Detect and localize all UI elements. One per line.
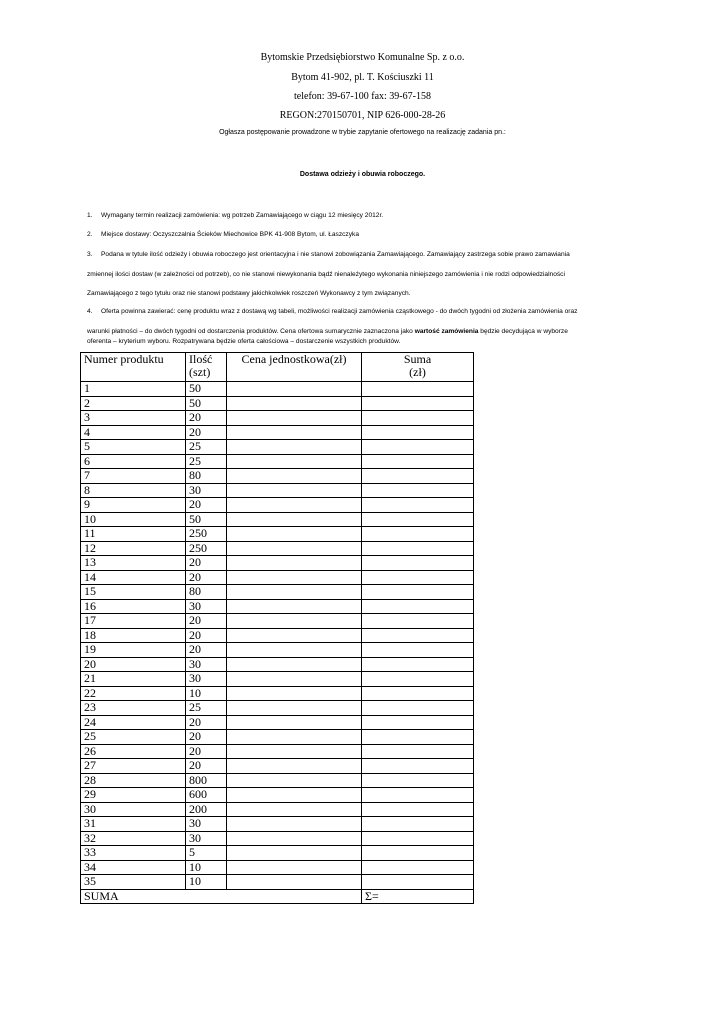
table-row	[81, 599, 474, 614]
point-2-number: 2.	[87, 231, 93, 238]
table-row	[81, 715, 474, 730]
unit-price-cell[interactable]	[227, 527, 362, 542]
unit-price-cell[interactable]	[227, 686, 362, 701]
table-row	[81, 614, 474, 629]
product-number-cell: 19	[81, 643, 186, 658]
table-row	[81, 773, 474, 788]
column-header-quantity-line-2: (szt)	[189, 365, 211, 379]
sum-cell[interactable]	[362, 744, 474, 759]
table-row	[81, 846, 474, 861]
table-row	[81, 657, 474, 672]
table-row	[81, 483, 474, 498]
notice-text: Ogłasza postępowanie prowadzone w trybie zapytanie ofertowego na realizację zadania pn.:	[219, 129, 506, 136]
table-row	[81, 454, 474, 469]
sum-cell[interactable]	[362, 469, 474, 484]
table-row	[81, 643, 474, 658]
unit-price-cell[interactable]	[227, 425, 362, 440]
sum-value: Σ=	[362, 889, 474, 904]
product-number-cell: 2	[81, 396, 186, 411]
point-4-line-3: oferenta – kryterium wyboru. Rozpatrywana będzie oferta całościowa – dostarczenie wszystkich produktów.	[87, 338, 401, 345]
company-address: Bytom 41-902, pl. T. Kościuszki 11	[291, 72, 434, 83]
column-header-quantity	[186, 353, 227, 382]
table-row	[81, 831, 474, 846]
point-4-line-2-start: warunki płatności – do dwóch tygodni od dostarczenia produktów. Cena ofertowa sumarycznie zaznaczona jako	[87, 327, 415, 335]
unit-price-cell[interactable]	[227, 440, 362, 455]
table-row	[81, 628, 474, 643]
table-row	[81, 701, 474, 716]
column-header-sum-line-1: Suma	[403, 352, 432, 366]
sum-cell[interactable]	[362, 846, 474, 861]
quantity-cell: 25	[186, 701, 227, 716]
product-number-cell: 10	[81, 512, 186, 527]
sum-cell[interactable]	[362, 512, 474, 527]
point-3-line-3: Zamawiającego z tego tytułu oraz nie stanowi podstawy jakichkolwiek roszczeń Wykonawcy z tym związanych.	[87, 290, 411, 297]
sum-cell[interactable]	[362, 440, 474, 455]
quantity-cell: 10	[186, 686, 227, 701]
point-1-number: 1.	[87, 212, 93, 219]
unit-price-cell[interactable]	[227, 846, 362, 861]
sum-cell[interactable]	[362, 570, 474, 585]
table-row	[81, 788, 474, 803]
sum-cell[interactable]	[362, 396, 474, 411]
point-2-text: Miejsce dostawy: Oczyszczalnia Ścieków Miechowice BPK 41-908 Bytom, ul. Łaszczyka	[101, 231, 359, 238]
product-number-cell: 20	[81, 657, 186, 672]
quantity-cell: 20	[186, 730, 227, 745]
unit-price-cell[interactable]	[227, 672, 362, 687]
unit-price-cell[interactable]	[227, 759, 362, 774]
product-number-cell: 17	[81, 614, 186, 629]
table-row	[81, 744, 474, 759]
table-row	[81, 730, 474, 745]
sum-cell[interactable]	[362, 411, 474, 426]
product-number-cell: 7	[81, 469, 186, 484]
unit-price-cell[interactable]	[227, 817, 362, 832]
quantity-cell: 20	[186, 628, 227, 643]
sum-cell[interactable]	[362, 831, 474, 846]
quantity-cell: 250	[186, 541, 227, 556]
unit-price-cell[interactable]	[227, 498, 362, 513]
product-number-cell: 11	[81, 527, 186, 542]
quantity-cell: 20	[186, 425, 227, 440]
point-3-line-2: zmiennej ilości dostaw (w zależności od potrzeb), co nie stanowi niewykonania bądź nienależytego wykonania niniejszego zamówienia i nie rodzi odpowiedzialności	[87, 270, 565, 278]
sum-cell[interactable]	[362, 382, 474, 397]
table-row	[81, 382, 474, 397]
product-number-cell: 33	[81, 846, 186, 861]
sum-cell[interactable]	[362, 788, 474, 803]
sum-label: SUMA	[81, 889, 362, 904]
product-number-cell: 15	[81, 585, 186, 600]
sum-cell[interactable]	[362, 483, 474, 498]
quantity-cell: 30	[186, 483, 227, 498]
unit-price-cell[interactable]	[227, 614, 362, 629]
point-4-line-1: Oferta powinna zawierać: cenę produktu wraz z dostawą wg tabeli, możliwości realizacji zamówienia cząstkowego - do dwóch tygodni od złożenia zamówienia oraz	[101, 308, 578, 315]
company-regon: REGON:270150701, NIP 626-000-28-26	[279, 110, 446, 121]
product-number-cell: 22	[81, 686, 186, 701]
table-row	[81, 556, 474, 571]
sum-cell[interactable]	[362, 759, 474, 774]
point-1-text: Wymagany termin realizacji zamówienia: wg potrzeb Zamawiającego w ciągu 12 miesięcy 2012r.	[101, 212, 384, 219]
unit-price-cell[interactable]	[227, 512, 362, 527]
quantity-cell: 50	[186, 512, 227, 527]
company-name: Bytomskie Przedsiębiorstwo Komunalne Sp. z o.o.	[260, 52, 465, 63]
quantity-cell: 20	[186, 556, 227, 571]
unit-price-cell[interactable]	[227, 744, 362, 759]
table-row	[81, 541, 474, 556]
unit-price-cell[interactable]	[227, 788, 362, 803]
sum-cell[interactable]	[362, 672, 474, 687]
sum-cell[interactable]	[362, 643, 474, 658]
sum-cell[interactable]	[362, 527, 474, 542]
table-row	[81, 817, 474, 832]
unit-price-cell[interactable]	[227, 628, 362, 643]
table-row	[81, 527, 474, 542]
sum-cell[interactable]	[362, 817, 474, 832]
quantity-cell: 20	[186, 570, 227, 585]
column-header-unit-price: Cena jednostkowa(zł)	[227, 353, 362, 382]
point-3-line-1: Podana w tytule ilość odzieży i obuwia roboczego jest orientacyjna i nie stanowi zobowiązania Zamawiającego. Zamawiający zastrzega sobie prawo zamawiania	[101, 251, 570, 258]
sum-cell[interactable]	[362, 585, 474, 600]
column-header-sum-line-2: (zł)	[409, 365, 426, 379]
table-row	[81, 570, 474, 585]
product-number-cell: 4	[81, 425, 186, 440]
product-number-cell: 9	[81, 498, 186, 513]
table-row	[81, 686, 474, 701]
column-header-product: Numer produktu	[81, 353, 186, 382]
quantity-cell: 25	[186, 454, 227, 469]
product-number-cell: 31	[81, 817, 186, 832]
product-number-cell: 16	[81, 599, 186, 614]
unit-price-cell[interactable]	[227, 556, 362, 571]
sum-cell[interactable]	[362, 657, 474, 672]
quantity-cell: 200	[186, 802, 227, 817]
subject-title: Dostawa odzieży i obuwia roboczego.	[299, 171, 426, 178]
table-row	[81, 802, 474, 817]
product-number-cell: 14	[81, 570, 186, 585]
quantity-cell: 800	[186, 773, 227, 788]
table-row	[81, 585, 474, 600]
table-row	[81, 411, 474, 426]
sum-cell[interactable]	[362, 498, 474, 513]
unit-price-cell[interactable]	[227, 454, 362, 469]
quantity-cell: 250	[186, 527, 227, 542]
product-number-cell: 23	[81, 701, 186, 716]
table-row	[81, 875, 474, 890]
unit-price-cell[interactable]	[227, 411, 362, 426]
unit-price-cell[interactable]	[227, 469, 362, 484]
quantity-cell: 20	[186, 643, 227, 658]
sum-cell[interactable]	[362, 875, 474, 890]
point-4-line-2-end: będzie decydująca w wyborze	[478, 327, 568, 335]
unit-price-cell[interactable]	[227, 773, 362, 788]
table-row	[81, 440, 474, 455]
product-number-cell: 25	[81, 730, 186, 745]
quantity-cell: 20	[186, 411, 227, 426]
unit-price-cell[interactable]	[227, 701, 362, 716]
quantity-cell: 80	[186, 469, 227, 484]
table-row	[81, 672, 474, 687]
sum-cell[interactable]	[362, 628, 474, 643]
table-header-row	[81, 353, 474, 382]
quantity-cell: 30	[186, 672, 227, 687]
point-4	[87, 302, 647, 341]
sum-cell[interactable]	[362, 686, 474, 701]
unit-price-cell[interactable]	[227, 657, 362, 672]
quantity-cell: 25	[186, 440, 227, 455]
product-number-cell: 5	[81, 440, 186, 455]
unit-price-cell[interactable]	[227, 860, 362, 875]
sum-cell[interactable]	[362, 715, 474, 730]
product-number-cell: 34	[81, 860, 186, 875]
unit-price-cell[interactable]	[227, 599, 362, 614]
product-number-cell: 29	[81, 788, 186, 803]
quantity-cell: 20	[186, 614, 227, 629]
unit-price-cell[interactable]	[227, 831, 362, 846]
point-4-number: 4.	[87, 308, 93, 315]
price-table	[80, 352, 474, 904]
sum-cell[interactable]	[362, 701, 474, 716]
quantity-cell: 30	[186, 817, 227, 832]
product-number-cell: 13	[81, 556, 186, 571]
table-row	[81, 425, 474, 440]
quantity-cell: 30	[186, 657, 227, 672]
sum-cell[interactable]	[362, 541, 474, 556]
sum-cell[interactable]	[362, 556, 474, 571]
sum-cell[interactable]	[362, 425, 474, 440]
quantity-cell: 20	[186, 759, 227, 774]
quantity-cell: 600	[186, 788, 227, 803]
product-number-cell: 18	[81, 628, 186, 643]
quantity-cell: 10	[186, 875, 227, 890]
quantity-cell: 10	[186, 860, 227, 875]
product-number-cell: 26	[81, 744, 186, 759]
quantity-cell: 20	[186, 744, 227, 759]
product-number-cell: 28	[81, 773, 186, 788]
sum-cell[interactable]	[362, 614, 474, 629]
unit-price-cell[interactable]	[227, 570, 362, 585]
product-number-cell: 32	[81, 831, 186, 846]
point-1	[87, 206, 647, 226]
unit-price-cell[interactable]	[227, 382, 362, 397]
quantity-cell: 5	[186, 846, 227, 861]
sum-cell[interactable]	[362, 773, 474, 788]
product-number-cell: 27	[81, 759, 186, 774]
quantity-cell: 30	[186, 599, 227, 614]
unit-price-cell[interactable]	[227, 483, 362, 498]
product-number-cell: 30	[81, 802, 186, 817]
point-2	[87, 225, 647, 245]
product-number-cell: 6	[81, 454, 186, 469]
table-row	[81, 759, 474, 774]
product-number-cell: 21	[81, 672, 186, 687]
point-3	[87, 245, 647, 304]
sum-cell[interactable]	[362, 454, 474, 469]
unit-price-cell[interactable]	[227, 730, 362, 745]
column-header-quantity-line-1: Ilość	[189, 352, 213, 366]
sum-cell[interactable]	[362, 730, 474, 745]
column-header-sum	[362, 353, 474, 382]
product-number-cell: 8	[81, 483, 186, 498]
table-row	[81, 469, 474, 484]
table-row	[81, 860, 474, 875]
table-row	[81, 498, 474, 513]
quantity-cell: 80	[186, 585, 227, 600]
unit-price-cell[interactable]	[227, 875, 362, 890]
quantity-cell: 50	[186, 382, 227, 397]
unit-price-cell[interactable]	[227, 585, 362, 600]
quantity-cell: 20	[186, 498, 227, 513]
unit-price-cell[interactable]	[227, 396, 362, 411]
product-number-cell: 24	[81, 715, 186, 730]
sum-cell[interactable]	[362, 599, 474, 614]
unit-price-cell[interactable]	[227, 715, 362, 730]
unit-price-cell[interactable]	[227, 541, 362, 556]
product-number-cell: 12	[81, 541, 186, 556]
product-number-cell: 1	[81, 382, 186, 397]
product-number-cell: 35	[81, 875, 186, 890]
order-value-emphasis: wartość zamówienia	[414, 327, 479, 335]
quantity-cell: 20	[186, 715, 227, 730]
point-3-number: 3.	[87, 251, 93, 258]
quantity-cell: 30	[186, 831, 227, 846]
table-row	[81, 396, 474, 411]
table-row	[81, 512, 474, 527]
quantity-cell: 50	[186, 396, 227, 411]
unit-price-cell[interactable]	[227, 802, 362, 817]
product-number-cell: 3	[81, 411, 186, 426]
unit-price-cell[interactable]	[227, 643, 362, 658]
sum-cell[interactable]	[362, 860, 474, 875]
sum-cell[interactable]	[362, 802, 474, 817]
sum-row	[81, 889, 474, 904]
company-phone: telefon: 39-67-100 fax: 39-67-158	[294, 91, 431, 102]
